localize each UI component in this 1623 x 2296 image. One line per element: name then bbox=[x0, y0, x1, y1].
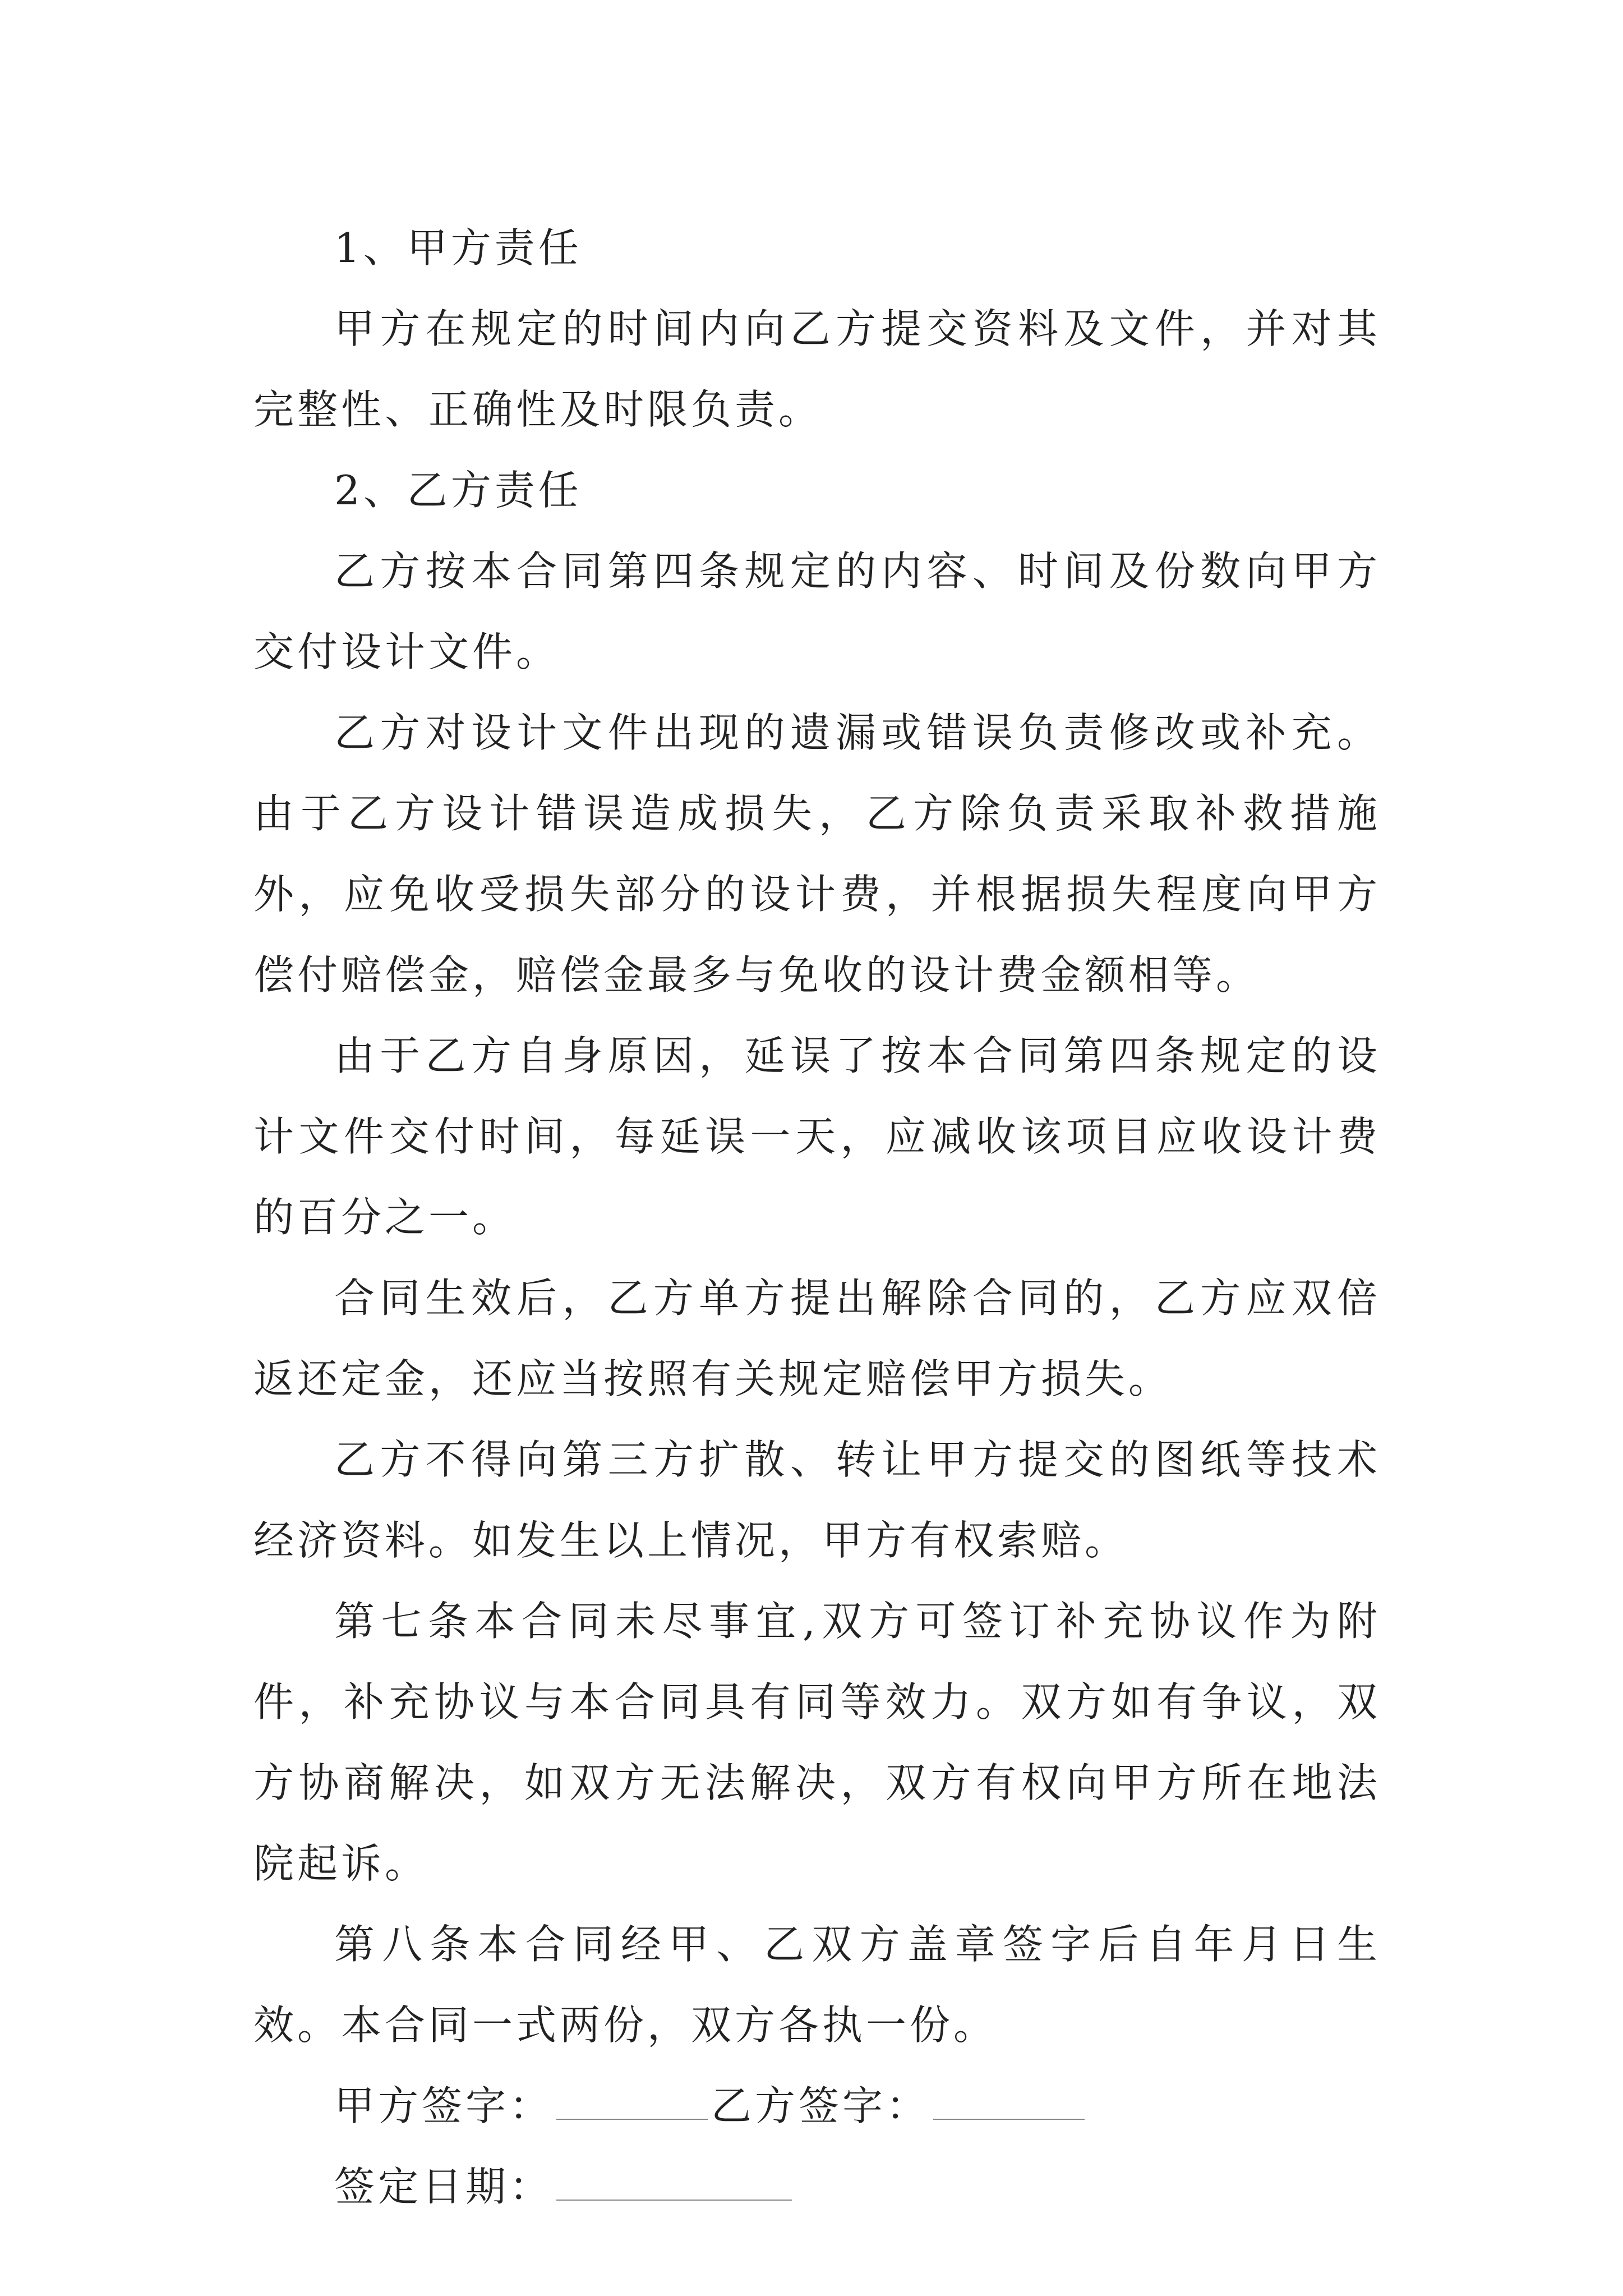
paragraph: 乙方按本合同第四条规定的内容、时间及份数向甲方交付设计文件。 bbox=[253, 547, 1381, 675]
party-a-signature-blank[interactable] bbox=[556, 2085, 708, 2120]
signing-date-blank[interactable] bbox=[556, 2166, 792, 2201]
paragraph: 第七条本合同未尽事宜,双方可签订补充协议作为附件，补充协议与本合同具有同等效力。双方如有争议，双方协商解决，如双方无法解决，双方有权向甲方所在地法院起诉。 bbox=[253, 1598, 1381, 1887]
paragraph: 合同生效后，乙方单方提出解除合同的，乙方应双倍返还定金，还应当按照有关规定赔偿甲方损失。 bbox=[253, 1274, 1381, 1402]
clause-heading-party-b: 2、乙方责任 bbox=[334, 467, 582, 514]
paragraph: 第八条本合同经甲、乙双方盖章签字后自年月日生效。本合同一式两份，双方各执一份。 bbox=[253, 1921, 1381, 2049]
paragraph: 由于乙方自身原因，延误了按本合同第四条规定的设计文件交付时间，每延误一天，应减收该项目应收设计费的百分之一。 bbox=[253, 1032, 1381, 1241]
document-body bbox=[253, 208, 1381, 2227]
signing-date-label: 签定日期： bbox=[334, 2163, 554, 2210]
paragraph: 甲方在规定的时间内向乙方提交资料及文件，并对其完整性、正确性及时限负责。 bbox=[253, 305, 1381, 433]
party-b-signature-label: 乙方签字： bbox=[711, 2082, 930, 2129]
party-b-signature-blank[interactable] bbox=[933, 2085, 1085, 2120]
clause-heading-party-a: 1、甲方责任 bbox=[334, 224, 582, 272]
party-a-signature-label: 甲方签字： bbox=[334, 2082, 554, 2129]
paragraph: 乙方对设计文件出现的遗漏或错误负责修改或补充。由于乙方设计错误造成损失，乙方除负责采取补救措施外，应免收受损失部分的设计费，并根据损失程度向甲方偿付赔偿金，赔偿金最多与免收的设计费金额相等。 bbox=[253, 709, 1381, 999]
signing-date-line bbox=[253, 2146, 1381, 2227]
paragraph: 乙方不得向第三方扩散、转让甲方提交的图纸等技术经济资料。如发生以上情况，甲方有权索赔。 bbox=[253, 1436, 1381, 1564]
signature-line bbox=[253, 2065, 1381, 2146]
